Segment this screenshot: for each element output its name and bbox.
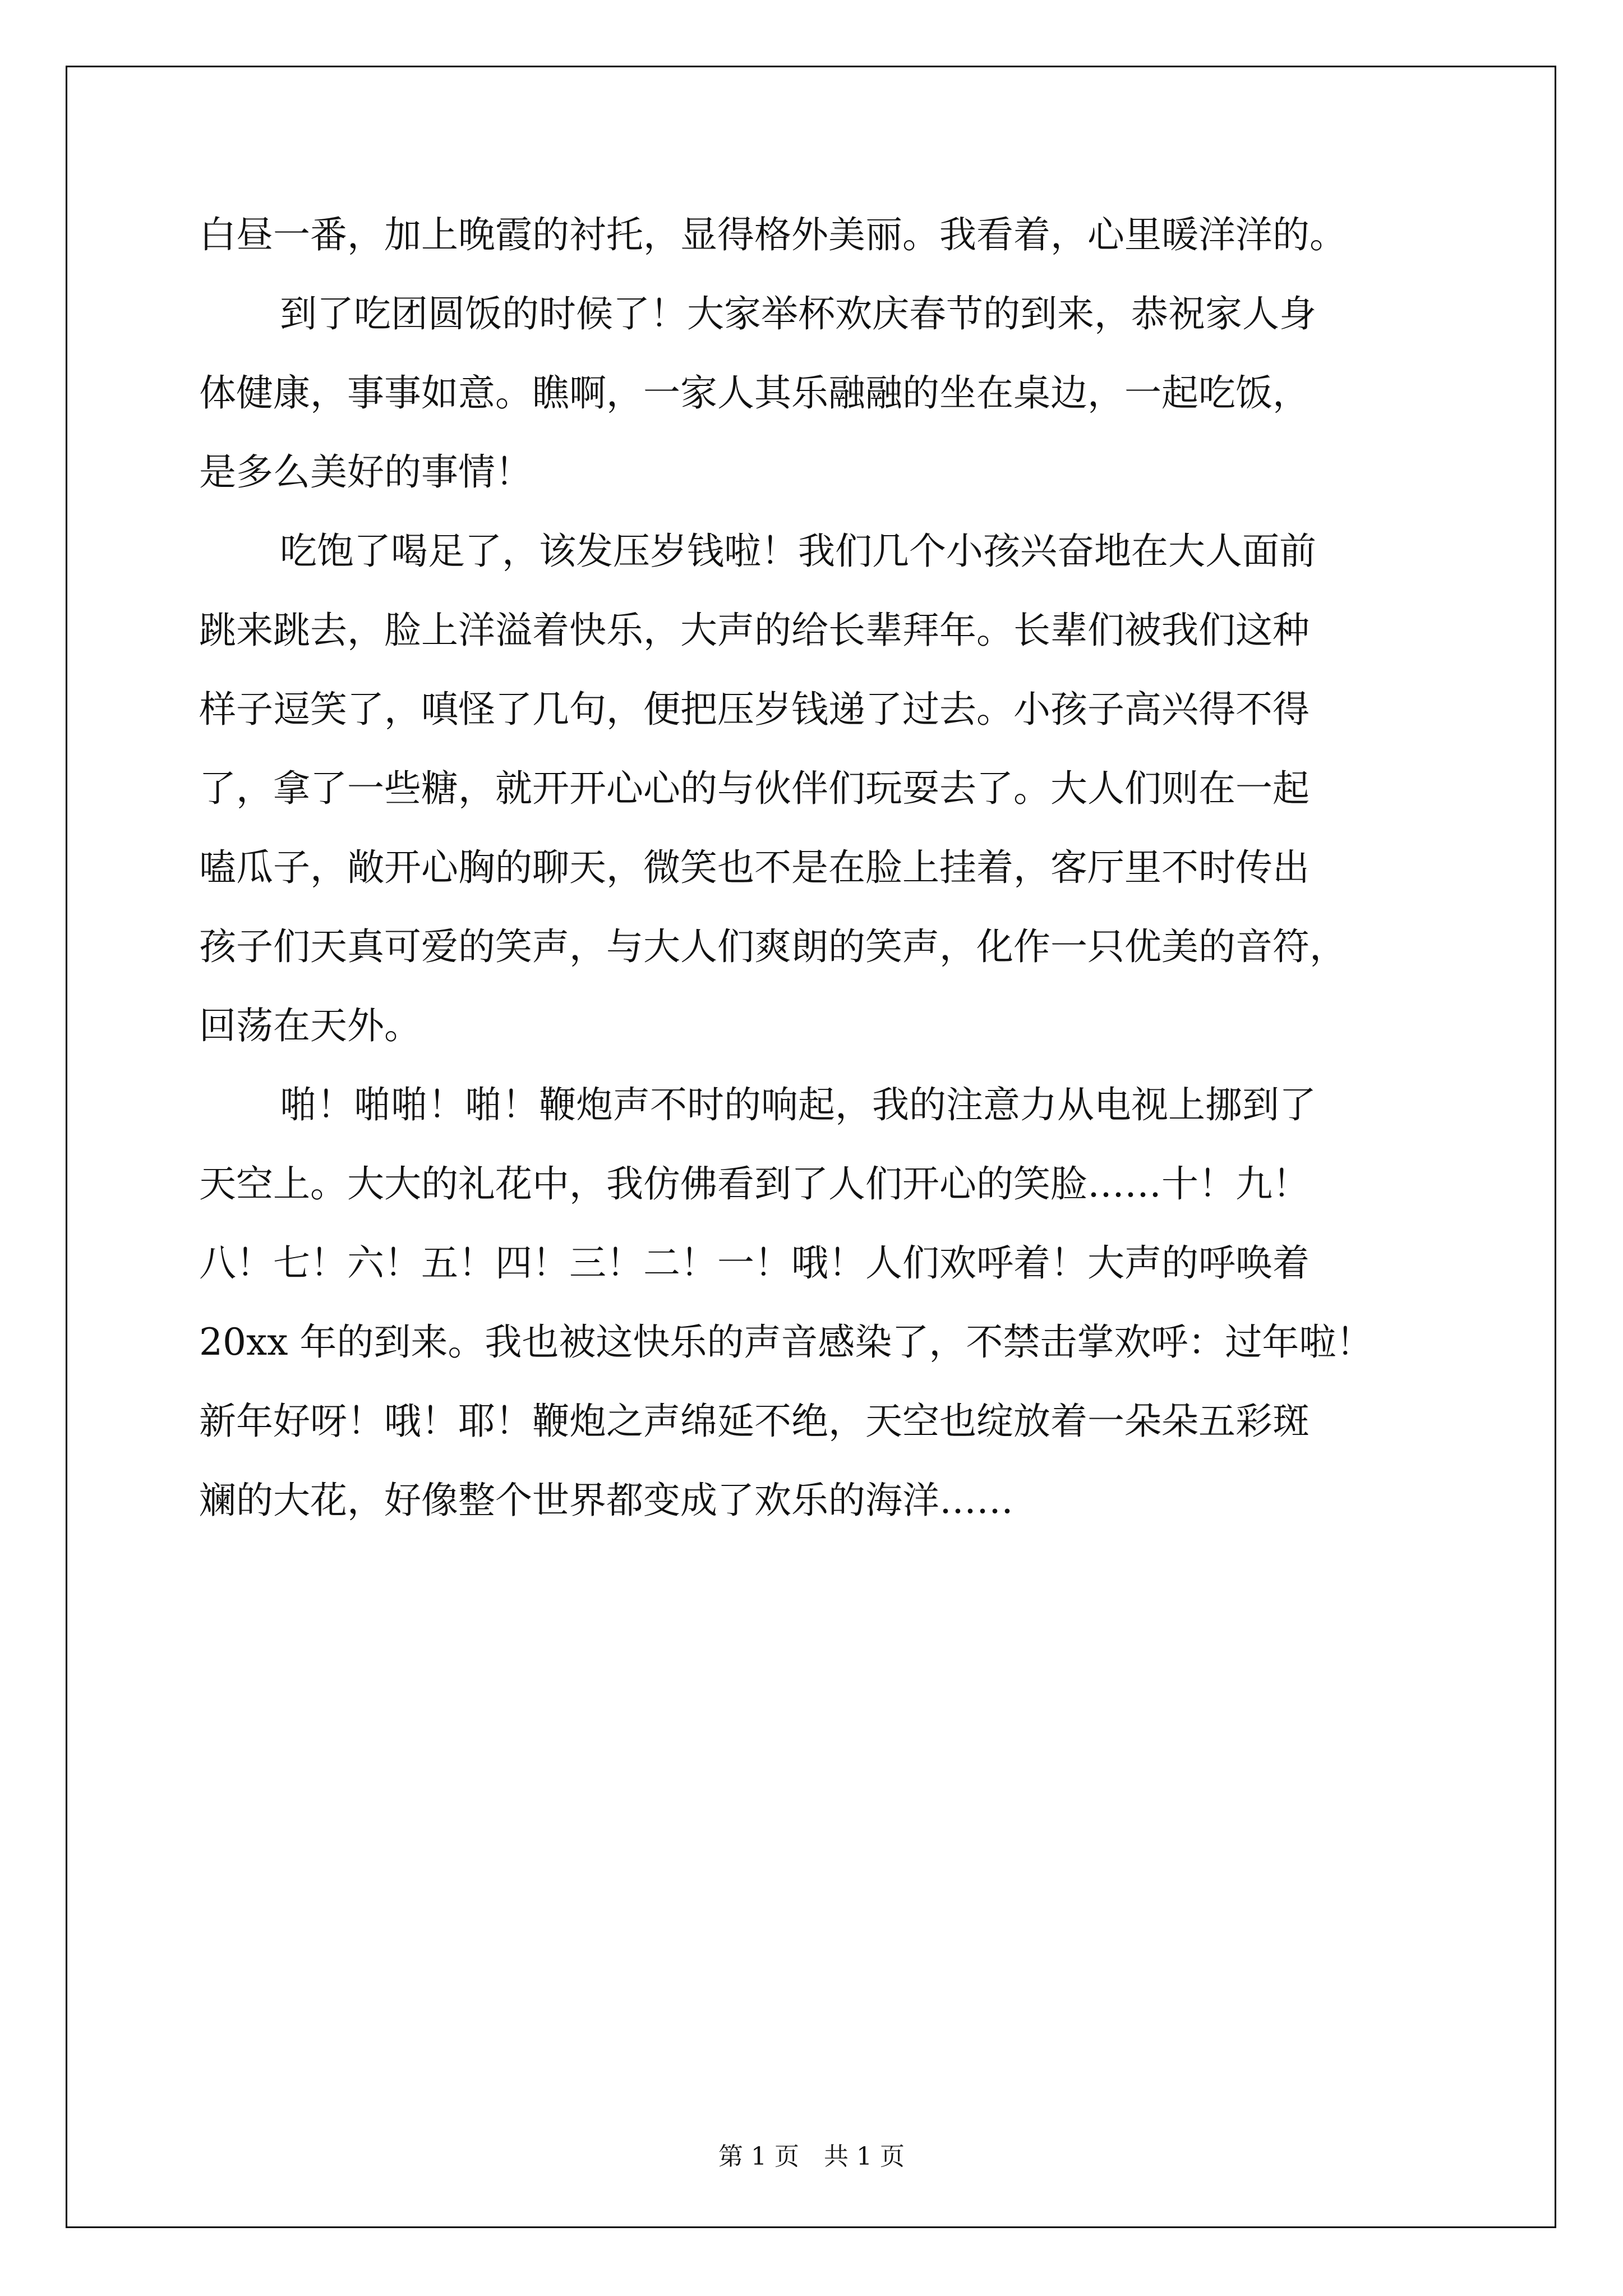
text-line: 了，拿了一些糖，就开开心心的与伙伴们玩耍去了。大人们则在一起 <box>199 767 1310 810</box>
text-line: 新年好呀！哦！耶！鞭炮之声绵延不绝，天空也绽放着一朵朵五彩斑 <box>199 1400 1310 1443</box>
text-line: 孩子们天真可爱的笑声，与大人们爽朗的笑声，化作一只优美的音符， <box>199 925 1347 968</box>
text-line: 是多么美好的事情！ <box>199 450 532 494</box>
document-body <box>199 195 1472 1540</box>
text-line: 白昼一番，加上晚霞的衬托，显得格外美丽。我看着，心里暖洋洋的。 <box>199 213 1347 256</box>
page-number-footer: 第 1 页 共 1 页 <box>718 2142 905 2171</box>
text-line: 斓的大花，好像整个世界都变成了欢乐的海洋…… <box>199 1479 1013 1522</box>
text-line: 吃饱了喝足了，该发压岁钱啦！我们几个小孩兴奋地在大人面前 <box>280 530 1316 573</box>
text-line: 样子逗笑了，嗔怪了几句，便把压岁钱递了过去。小孩子高兴得不得 <box>199 688 1310 731</box>
text-line: 嗑瓜子，敞开心胸的聊天，微笑也不是在脸上挂着，客厅里不时传出 <box>199 846 1310 889</box>
text-line: 跳来跳去，脸上洋溢着快乐，大声的给长辈拜年。长辈们被我们这种 <box>199 609 1310 652</box>
text-line: 八！七！六！五！四！三！二！一！哦！人们欢呼着！大声的呼唤着 <box>199 1241 1310 1285</box>
text-line: 体健康，事事如意。瞧啊，一家人其乐融融的坐在桌边，一起吃饭， <box>199 371 1310 415</box>
text-line: 20xx 年的到来。我也被这快乐的声音感染了，不禁击掌欢呼：过年啦！ <box>199 1320 1373 1364</box>
text-line: 啪！啪啪！啪！鞭炮声不时的响起，我的注意力从电视上挪到了 <box>280 1083 1316 1126</box>
text-line: 天空上。大大的礼花中，我仿佛看到了人们开心的笑脸……十！九！ <box>199 1162 1310 1205</box>
text-line: 到了吃团圆饭的时候了！大家举杯欢庆春节的到来，恭祝家人身 <box>280 292 1316 335</box>
text-line: 回荡在天外。 <box>199 1004 421 1047</box>
